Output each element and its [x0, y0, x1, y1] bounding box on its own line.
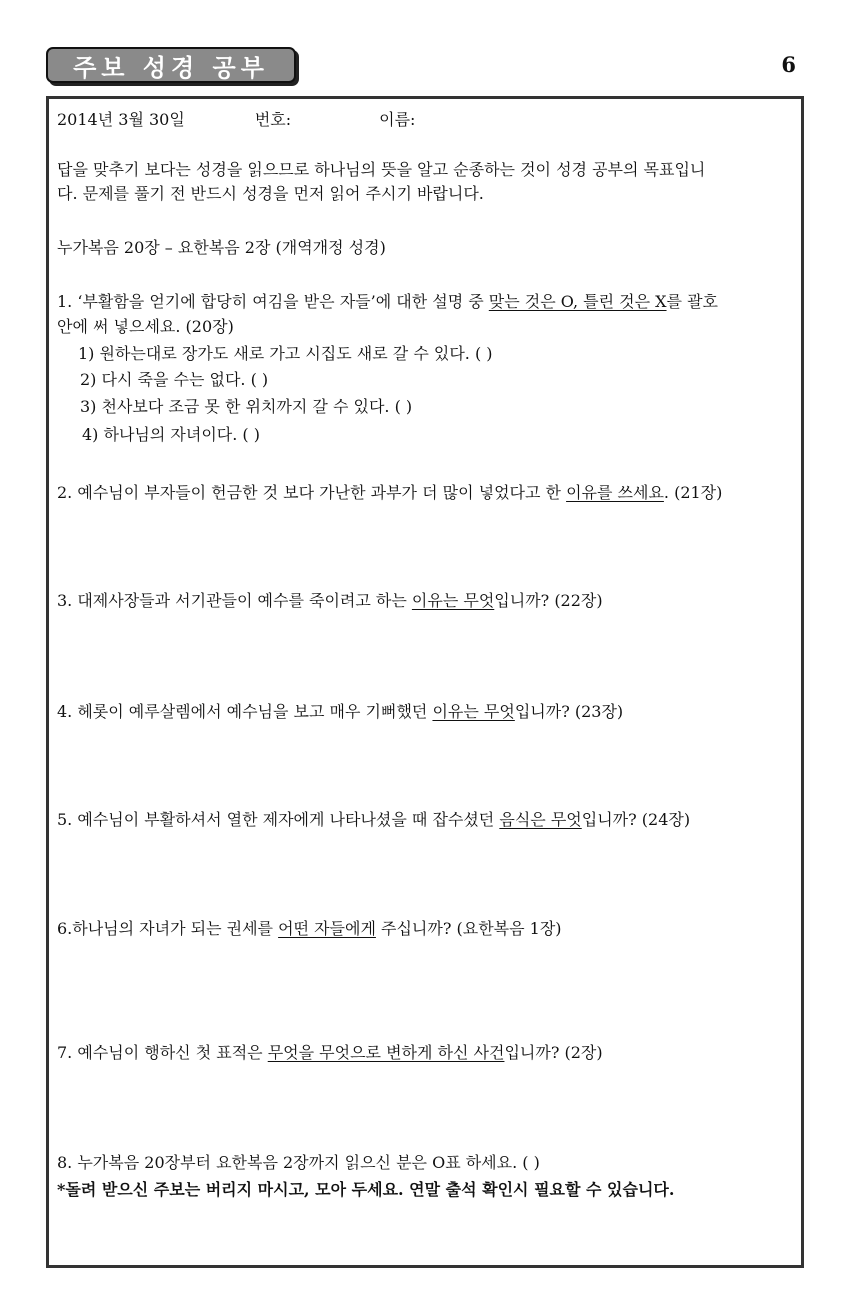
q3-text-end: 입니까? (22장) — [494, 591, 603, 610]
q2-text: 2. 예수님이 부자들이 헌금한 것 보다 가난한 과부가 더 많이 넣었다고 한 — [57, 483, 567, 502]
page-number: 6 — [781, 52, 796, 77]
reading-scope: 누가복음 20장 – 요한복음 2장 (개역개정 성경) — [57, 238, 386, 257]
question-4 — [57, 701, 623, 723]
name-label: 이름: — [379, 110, 416, 129]
q6-text-end: 주십니까? (요한복음 1장) — [375, 919, 562, 938]
question-1 — [57, 291, 718, 313]
q2-emphasis: 이유를 쓰세요 — [566, 483, 664, 502]
question-2 — [57, 482, 722, 504]
q7-emphasis: 무엇을 무엇으로 변하게 하신 사건 — [267, 1043, 505, 1062]
q1-text-end: 를 괄호 — [666, 292, 718, 311]
question-7 — [57, 1042, 603, 1064]
question-5 — [57, 809, 690, 831]
q6-emphasis: 어떤 자들에게 — [278, 919, 376, 938]
q2-text-end: . (21장) — [663, 483, 723, 502]
date: 2014년 3월 30일 — [57, 110, 185, 129]
q1-item-1: 1) 원하는대로 장가도 새로 가고 시집도 새로 갈 수 있다. ( ) — [78, 344, 493, 363]
q6-text: 6.하나님의 자녀가 되는 권세를 — [57, 919, 279, 938]
number-label: 번호: — [254, 110, 292, 129]
q3-emphasis: 이유는 무엇 — [411, 591, 495, 610]
q1-item-3: 3) 천사보다 조금 못 한 위치까지 갈 수 있다. ( ) — [80, 397, 413, 416]
question-8: 8. 누가복음 20장부터 요한복음 2장까지 읽으신 분은 O표 하세요. ( ) — [57, 1153, 540, 1172]
q4-emphasis: 이유는 무엇 — [432, 702, 515, 721]
q4-text-end: 입니까? (23장) — [514, 702, 624, 721]
q7-text-end: 입니까? (2장) — [504, 1043, 603, 1062]
question-6 — [57, 918, 562, 940]
q5-emphasis: 음식은 무엇 — [499, 810, 582, 829]
q1-emphasis: 맞는 것은 O, 틀린 것은 X — [488, 292, 667, 311]
intro-line-1: 답을 맞추기 보다는 성경을 읽으므로 하나님의 뜻을 알고 순종하는 것이 성경 공부의 목표입니 — [57, 160, 706, 179]
q1-item-4: 4) 하나님의 자녀이다. ( ) — [82, 425, 260, 444]
intro-line-2: 다. 문제를 풀기 전 반드시 성경을 먼저 읽어 주시기 바랍니다. — [57, 184, 484, 203]
q3-text: 3. 대제사장들과 서기관들이 예수를 죽이려고 하는 — [57, 591, 412, 610]
q1-text: 1. ‘부활함을 얻기에 합당히 여김을 받은 자들’에 대한 설명 중 — [57, 292, 489, 311]
q5-text: 5. 예수님이 부활하셔서 열한 제자에게 나타나셨을 때 잡수셨던 — [57, 810, 500, 829]
q7-text: 7. 예수님이 행하신 첫 표적은 — [57, 1043, 268, 1062]
question-1-line-2: 안에 써 넣으세요. (20장) — [57, 317, 234, 336]
question-3 — [57, 590, 603, 612]
worksheet-frame — [46, 96, 804, 1268]
q5-text-end: 입니까? (24장) — [581, 810, 691, 829]
collection-note: *돌려 받으신 주보는 버리지 마시고, 모아 두세요. 연말 출석 확인시 필요할 수 있습니다. — [57, 1180, 675, 1199]
q1-item-2: 2) 다시 죽을 수는 없다. ( ) — [80, 370, 269, 389]
q4-text: 4. 헤롯이 예루살렘에서 예수님을 보고 매우 기뻐했던 — [57, 702, 433, 721]
meta-row — [57, 109, 415, 131]
page-title: 주보 성경 공부 — [46, 47, 296, 83]
